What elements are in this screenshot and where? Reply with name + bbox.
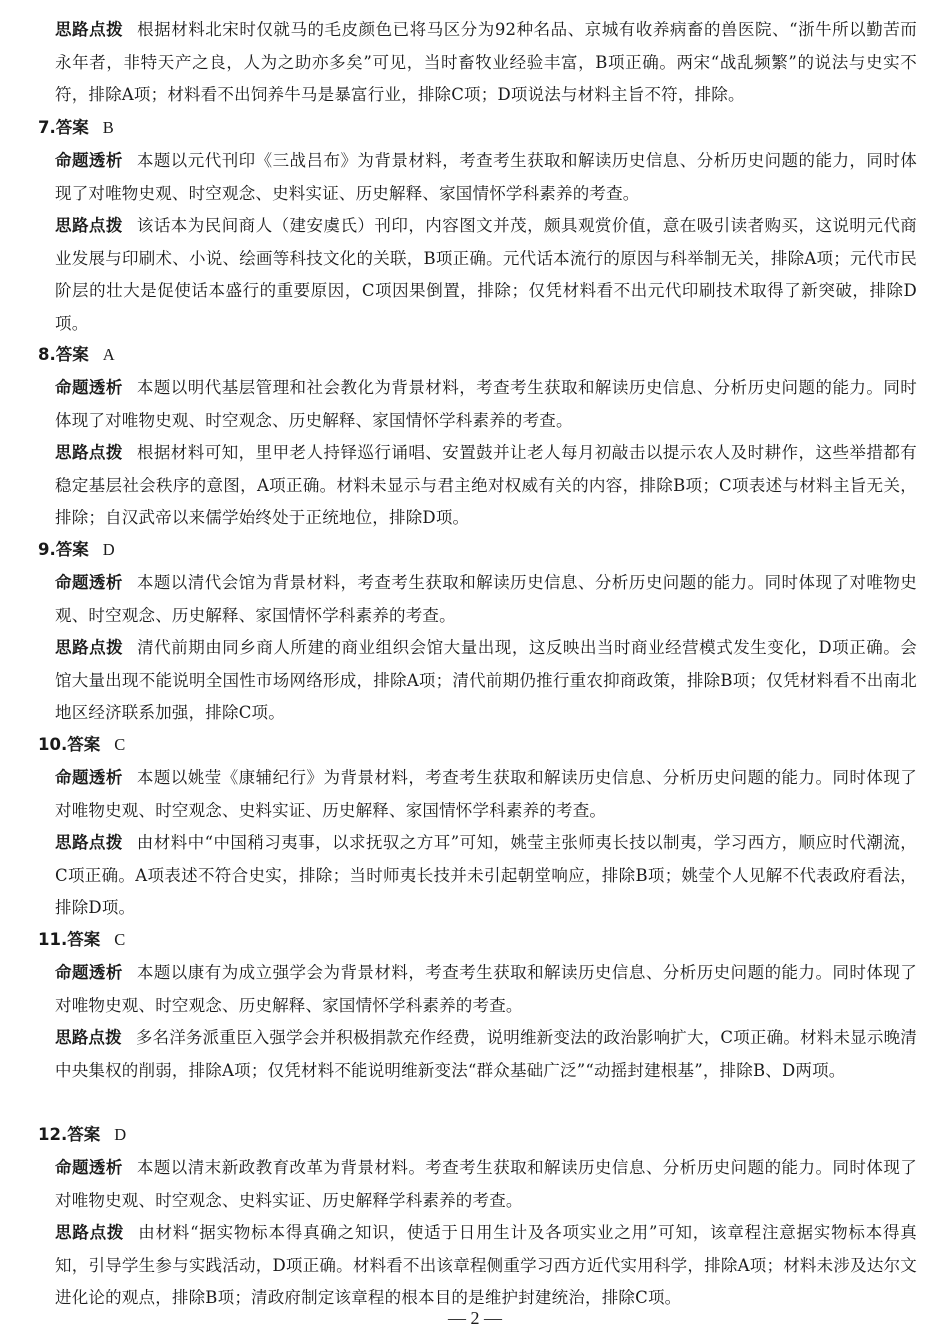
question-11-answer [38,924,125,956]
analysis-text: 本题以清代会馆为背景材料，考查考生获取和解读历史信息、分析历史问题的能力。同时体现了对唯物史观、时空观念、历史解释、家国情怀学科素养的考查。 [55,573,917,625]
reasoning-text: 清代前期由同乡商人所建的商业组织会馆大量出现，这反映出当时商业经营模式发生变化，D项正确。会馆大量出现不能说明全国性市场网络形成，排除A项；清代前期仍推行重农抑商政策，排除B项；仅凭材料看不出南北地区经济联系加强，排除C项。 [55,638,917,722]
question-9-answer [38,534,115,566]
answer-label: 答案 [67,930,101,949]
question-9-analysis [55,567,917,632]
analysis-label: 命题透析 [55,573,123,592]
analysis-label: 命题透析 [55,378,123,397]
answer-value: D [102,540,115,559]
question-12-answer [38,1119,126,1151]
answer-value: A [102,345,115,364]
question-10-analysis [55,762,917,827]
reasoning-label: 思路点拨 [55,20,124,39]
answer-label: 答案 [55,118,89,137]
answer-label: 答案 [67,1125,101,1144]
question-12-analysis [55,1152,917,1217]
reasoning-label: 思路点拨 [55,1028,122,1047]
answer-label: 答案 [55,540,89,559]
analysis-label: 命题透析 [55,1158,123,1177]
question-9-reasoning [55,632,917,730]
question-12-reasoning [55,1217,917,1315]
reasoning-label: 思路点拨 [55,1223,125,1242]
question-10-reasoning [55,827,917,925]
question-number: 10. [38,735,68,754]
analysis-label: 命题透析 [55,151,123,170]
answer-value: C [114,930,126,949]
reasoning-text: 该话本为民间商人（建安虞氏）刊印，内容图文并茂，颇具观赏价值，意在吸引读者购买，这说明元代商业发展与印刷术、小说、绘画等科技文化的关联，B项正确。元代话本流行的原因与科举制无关，排除A项；元代市民阶层的壮大是促使话本盛行的重要原因，C项因果倒置，排除；仅凭材料看不出元代印刷技术取得了新突破，排除D项。 [55,216,917,333]
answer-value: B [102,118,114,137]
question-number: 12. [38,1125,68,1144]
reasoning-label: 思路点拨 [55,638,124,657]
question-7-answer [38,112,114,144]
analysis-text: 本题以清末新政教育改革为背景材料。考查考生获取和解读历史信息、分析历史问题的能力。同时体现了对唯物史观、时空观念、史料实证、历史解释学科素养的考查。 [55,1158,917,1210]
analysis-label: 命题透析 [55,963,123,982]
q6-reasoning-continuation [55,14,917,112]
question-11-reasoning [55,1022,917,1087]
reasoning-text: 由材料“据实物标本得真确之知识，使适于日用生计及各项实业之用”可知，该章程注意据实物标本得真知，引导学生参与实践活动，D项正确。材料看不出该章程侧重学习西方近代实用科学，排除A项；材料未涉及达尔文进化论的观点，排除B项；清政府制定该章程的根本目的是维护封建统治，排除C项。 [55,1223,917,1307]
reasoning-label: 思路点拨 [55,216,123,235]
page-number: — 2 — [448,1308,502,1328]
reasoning-text: 根据材料可知，里甲老人持铎巡行诵唱、安置鼓并让老人每月初敲击以提示农人及时耕作，这些举措都有稳定基层社会秩序的意图，A项正确。材料未显示与君主绝对权威有关的内容，排除B项；C项表述与材料主旨无关，排除；自汉武帝以来儒学始终处于正统地位，排除D项。 [55,443,917,527]
answer-label: 答案 [55,345,89,364]
question-number: 7. [38,118,56,137]
question-8-reasoning [55,437,917,535]
reasoning-label: 思路点拨 [55,443,123,462]
analysis-text: 本题以康有为成立强学会为背景材料，考查考生获取和解读历史信息、分析历史问题的能力。同时体现了对唯物史观、时空观念、历史解释、家国情怀学科素养的考查。 [55,963,917,1015]
analysis-label: 命题透析 [55,768,123,787]
reasoning-text: 根据材料北宋时仅就马的毛皮颜色已将马区分为92种名品、京城有收养病畜的兽医院、“浙牛所以勤苦而永年者，非特天产之良，人为之助亦多矣”可见，当时畜牧业经验丰富，B项正确。两宋“战乱频繁”的说法与史实不符，排除A项；材料看不出饲养牛马是暴富行业，排除C项；D项说法与材料主旨不符，排除。 [55,20,917,104]
answer-label: 答案 [67,735,101,754]
reasoning-text: 多名洋务派重臣入强学会并积极捐款充作经费，说明维新变法的政治影响扩大，C项正确。材料未显示晚清中央集权的削弱，排除A项；仅凭材料不能说明维新变法“群众基础广泛”“动摇封建根基”，排除B、D两项。 [55,1028,917,1080]
analysis-text: 本题以明代基层管理和社会教化为背景材料，考查考生获取和解读历史信息、分析历史问题的能力。同时体现了对唯物史观、时空观念、历史解释、家国情怀学科素养的考查。 [55,378,917,430]
question-11-analysis [55,957,917,1022]
question-7-analysis [55,145,917,210]
question-7-reasoning [55,210,917,340]
answer-value: D [114,1125,127,1144]
reasoning-text: 由材料中“中国稍习夷事，以求抚驭之方耳”可知，姚莹主张师夷长技以制夷，学习西方，顺应时代潮流，C项正确。A项表述不符合史实，排除；当时师夷长技并未引起朝堂响应，排除B项；姚莹个人见解不代表政府看法，排除D项。 [55,833,917,917]
question-number: 11. [38,930,68,949]
analysis-text: 本题以元代刊印《三战吕布》为背景材料，考查考生获取和解读历史信息、分析历史问题的能力，同时体现了对唯物史观、时空观念、史料实证、历史解释、家国情怀学科素养的考查。 [55,151,917,203]
reasoning-label: 思路点拨 [55,833,123,852]
analysis-text: 本题以姚莹《康辅纪行》为背景材料，考查考生获取和解读历史信息、分析历史问题的能力。同时体现了对唯物史观、时空观念、史料实证、历史解释、家国情怀学科素养的考查。 [55,768,917,820]
question-number: 8. [38,345,56,364]
question-10-answer [38,729,125,761]
answer-value: C [114,735,126,754]
question-8-analysis [55,372,917,437]
question-8-answer [38,339,115,371]
question-number: 9. [38,540,56,559]
